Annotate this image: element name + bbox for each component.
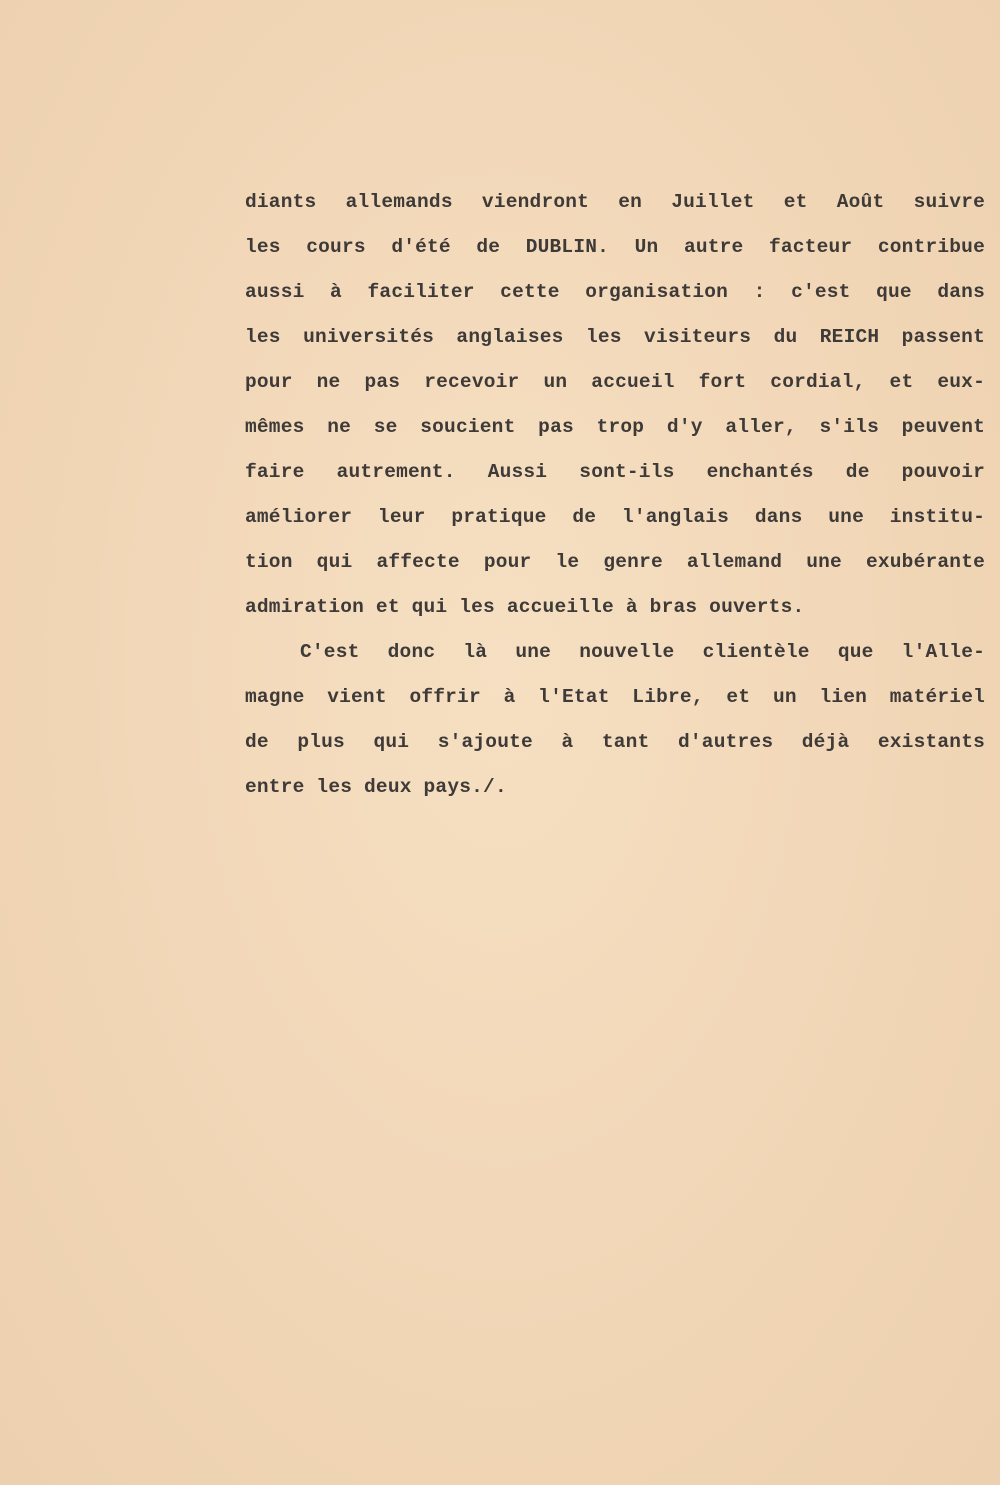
text-line: admiration et qui les accueille à bras ouverts. [245, 596, 805, 618]
text-line: de plus qui s'ajoute à tant d'autres déjà existants [245, 731, 985, 753]
text-line: les cours d'été de DUBLIN. Un autre facteur contribue [245, 236, 985, 258]
paragraph-start-line: C'est donc là une nouvelle clientèle que l'Alle- [300, 641, 985, 663]
text-line: mêmes ne se soucient pas trop d'y aller, s'ils peuvent [245, 416, 985, 438]
text-line: aussi à faciliter cette organisation : c'est que dans [245, 281, 985, 303]
text-line: les universités anglaises les visiteurs du REICH passent [245, 326, 985, 348]
text-line: diants allemands viendront en Juillet et Août suivre [245, 191, 985, 213]
text-line: entre les deux pays./. [245, 776, 507, 798]
text-line: pour ne pas recevoir un accueil fort cordial, et eux- [245, 371, 985, 393]
text-line: faire autrement. Aussi sont-ils enchantés de pouvoir [245, 461, 985, 483]
typewritten-text [245, 186, 985, 816]
text-line: tion qui affecte pour le genre allemand une exubérante [245, 551, 985, 573]
text-line: améliorer leur pratique de l'anglais dans une institu- [245, 506, 985, 528]
text-line: magne vient offrir à l'Etat Libre, et un lien matériel [245, 686, 985, 708]
